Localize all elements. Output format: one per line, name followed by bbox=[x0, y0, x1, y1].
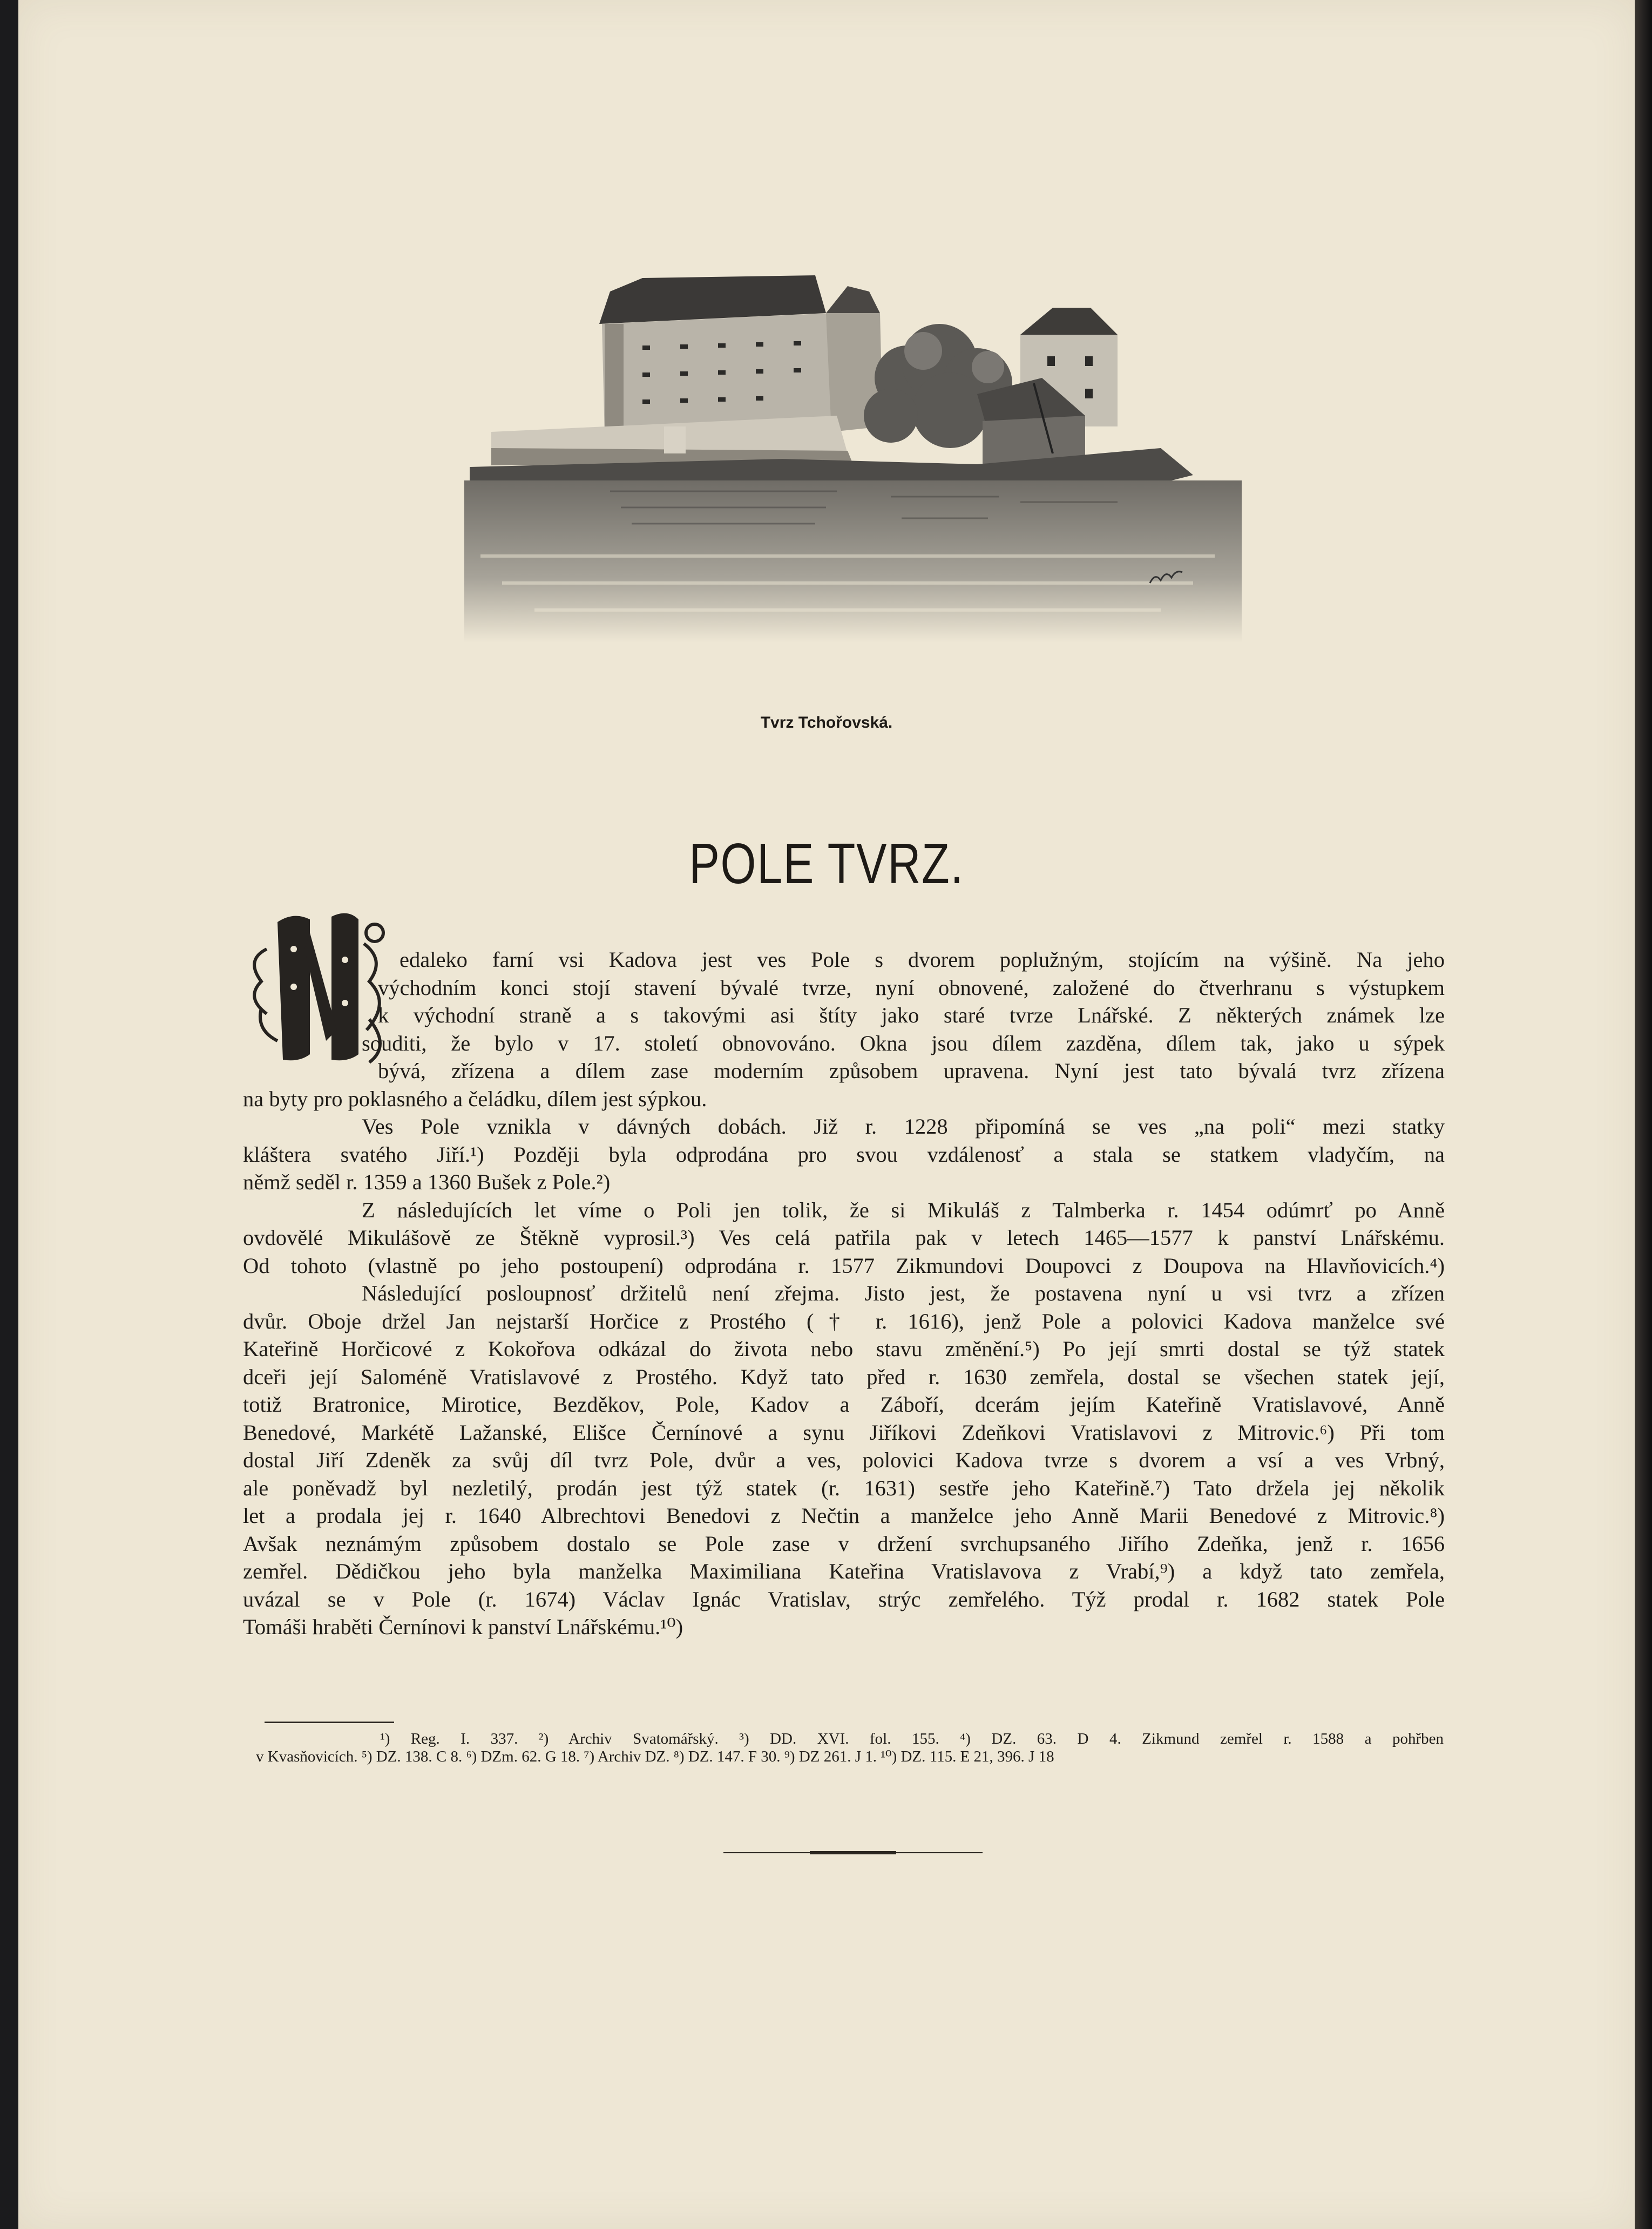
text-line: totiž Bratronice, Mirotice, Bezděkov, Pole, Kadov a Záboří, dcerám jejím Kateřině Vratislavové, Anně bbox=[243, 1392, 1445, 1417]
text-line: na byty pro poklasného a čeládku, dílem jest sýpkou. bbox=[243, 1086, 707, 1111]
page bbox=[18, 0, 1635, 2229]
footnote-line: ¹) Reg. I. 337. ²) Archiv Svatomářský. ³) DD. XVI. fol. 155. ⁴) DZ. 63. D 4. Zikmund zemřel r. 1588 a pohřben bbox=[380, 1730, 1444, 1747]
text-line: bývá, zřízena a dílem zase moderním způsobem upravena. Nyní jest tato bývalá tvrz zřízena bbox=[378, 1059, 1445, 1083]
text-line: k východní straně a s takovými asi štíty jako staré tvrze Lnářské. Z některých známek lze bbox=[378, 1003, 1445, 1027]
text-line: ale poněvadž byl nezletilý, prodán jest týž statek (r. 1631) sestře jeho Kateřině.⁷) Tato držela jej několik bbox=[243, 1475, 1445, 1500]
text-line: edaleko farní vsi Kadova jest ves Pole s dvorem poplužným, stojícím na výšině. Na jeho bbox=[400, 947, 1445, 972]
article-body bbox=[243, 946, 1445, 1641]
text-line: Následující posloupnosť držitelů není zřejma. Jisto jest, že postavena nyní u vsi tvrz a zřízen bbox=[362, 1281, 1445, 1305]
text-line: němž seděl r. 1359 a 1360 Bušek z Pole.²) bbox=[243, 1170, 611, 1194]
image-caption: Tvrz Tchořovská. bbox=[760, 714, 893, 731]
text-line: Tomáši hraběti Černínovi k panství Lnářskému.¹⁰) bbox=[243, 1615, 683, 1639]
footnote-divider bbox=[265, 1722, 394, 1723]
text-line: Benedové, Markétě Lažanské, Elišce Černínové a synu Jiříkovi Zdeňkovi Vratislavovi z Mitrovic.⁶) Při tom bbox=[243, 1420, 1445, 1445]
text-line: Avšak neznámým způsobem dostalo se Pole zase v držení svrchupsaného Jiřího Zdeňka, jenž r. 1656 bbox=[243, 1531, 1445, 1556]
footnote-line: v Kvasňovicích. ⁵) DZ. 138. C 8. ⁶) DZm. 62. G 18. ⁷) Archiv DZ. ⁸) DZ. 147. F 30. ⁹) DZ 261. J 1. ¹⁰) DZ. 115. E 21, 396. J 18 bbox=[256, 1748, 1054, 1765]
text-line: východním konci stojí stavení bývalé tvrze, nyní obnovené, založené do čtverhranu s výstupkem bbox=[378, 975, 1445, 1000]
text-line: dostal Jiří Zdeněk za svůj díl tvrz Pole, dvůr a ves, polovici Kadova tvrze s dvorem a vsí a ves Vrbný, bbox=[243, 1448, 1445, 1472]
page-title: POLE TVRZ. bbox=[689, 832, 964, 896]
text-line: let a prodala jej r. 1640 Albrechtovi Benedovi z Nečtin a manželce jeho Anně Marii Benedové z Mitrovic.⁸) bbox=[243, 1503, 1445, 1528]
text-line: uvázal se v Pole (r. 1674) Václav Ignác Vratislav, strýc zemřelého. Týž prodal r. 1682 statek Pole bbox=[243, 1587, 1445, 1611]
text-line: zemřel. Dědičkou jeho byla manželka Maximiliana Kateřina Vratislavova z Vrabí,⁹) a když tato zemřela, bbox=[243, 1559, 1445, 1583]
text-line: Z následujících let víme o Poli jen tolik, že si Mikuláš z Talmberka r. 1454 odúmrť po Anně bbox=[362, 1197, 1445, 1222]
text-line: souditi, že bylo v 17. století obnovováno. Okna jsou dílem zazděna, dílem tak, jako u sýpek bbox=[362, 1031, 1445, 1055]
text-line: Kateřině Horčicové z Kokořova odkázal do života nebo stavu změnění.⁵) Po její smrti dostal se týž statek bbox=[243, 1337, 1445, 1361]
text-line: kláštera svatého Jiří.¹) Později byla odprodána pro svou vzdálenosť a stala se statkem vladyčím, na bbox=[243, 1142, 1445, 1167]
text-line: Od tohoto (vlastně po jeho postoupení) odprodána r. 1577 Zikmundovi Doupovci z Doupova na Hlavňovicích.⁴) bbox=[243, 1253, 1445, 1278]
text-line: ovdovělé Mikulášově ze Štěkně vyprosil.³) Ves celá patřila pak v letech 1465—1577 k panství Lnářskému. bbox=[243, 1225, 1445, 1250]
text-line: Ves Pole vznikla v dávných dobách. Již r. 1228 připomíná se ves „na poli“ mezi statky bbox=[362, 1114, 1445, 1139]
end-ornament bbox=[723, 1849, 983, 1856]
text-line: dvůr. Oboje držel Jan nejstarší Horčice z Prostého († r. 1616), jenž Pole a polovici Kadova manželce své bbox=[243, 1309, 1445, 1333]
scan-edge bbox=[1635, 0, 1652, 2229]
footnotes bbox=[256, 1730, 1444, 1766]
fortress-engraving bbox=[405, 254, 1279, 664]
text-line: dceři její Saloméně Vratislavové z Prostého. Když tato před r. 1630 zemřela, dostal se všechen statek její, bbox=[243, 1364, 1445, 1389]
